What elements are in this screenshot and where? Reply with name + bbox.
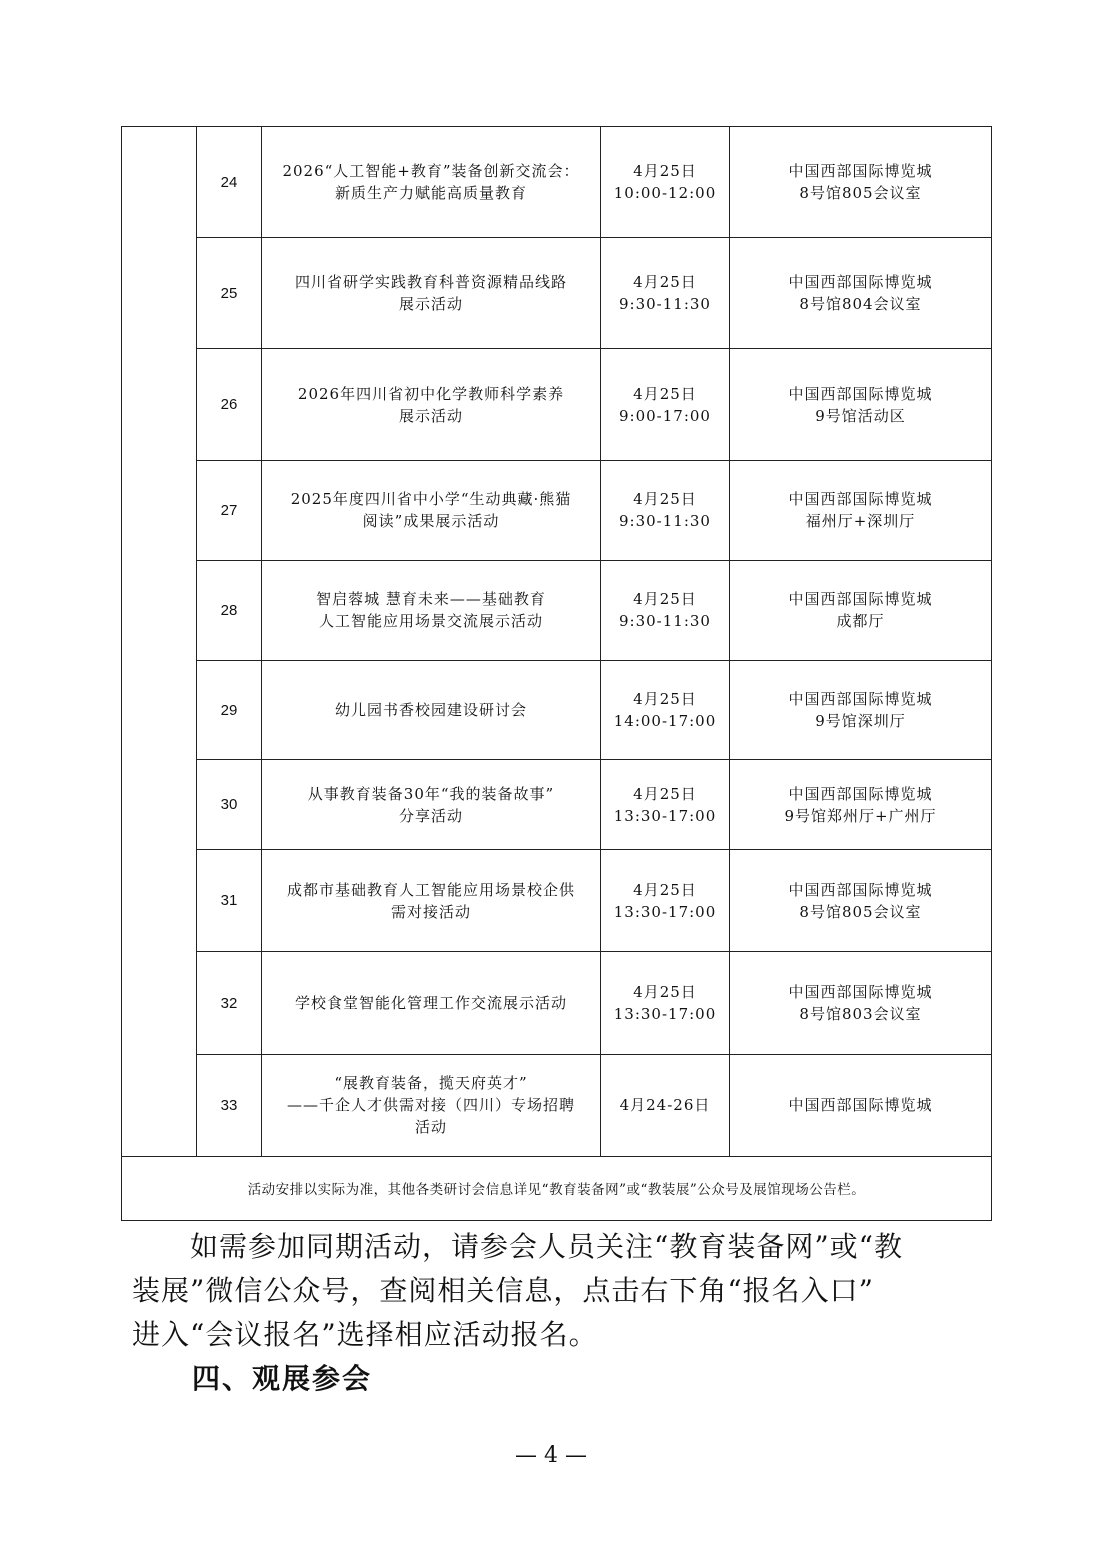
activity-location-line: 福州厅+深圳厅 — [805, 512, 916, 531]
paragraph-line: 进入“会议报名”选择相应活动报名。 — [132, 1318, 598, 1351]
activity-location-line: 中国西部国际博览城 — [788, 162, 933, 181]
row-number: 27 — [197, 460, 262, 560]
registration-paragraph — [132, 1225, 972, 1357]
activity-time-line: 9:30-11:30 — [619, 612, 711, 631]
activity-name-line: 展示活动 — [398, 406, 463, 425]
table-row — [122, 238, 992, 349]
activity-time-line: 9:00-17:00 — [619, 406, 711, 425]
activity-name-line: 幼儿园书香校园建设研讨会 — [334, 701, 527, 720]
activity-name — [262, 560, 601, 660]
activity-time — [601, 660, 730, 759]
activity-location-line: 8号馆805会议室 — [799, 902, 922, 921]
row-number: 32 — [197, 952, 262, 1054]
activity-name-line: 分享活动 — [398, 806, 463, 825]
activity-time — [601, 850, 730, 952]
activity-schedule-table — [121, 126, 992, 1221]
activity-location-line: 8号馆805会议室 — [799, 184, 922, 203]
row-number: 30 — [197, 760, 262, 850]
activity-name-line: 2026“人工智能+教育”装备创新交流会： — [282, 162, 580, 181]
activity-location-line: 成都厅 — [836, 612, 885, 631]
activity-location — [730, 460, 992, 560]
table-note: 活动安排以实际为准，其他各类研讨会信息详见“教育装备网”或“教装展”公众号及展馆现场公告栏。 — [122, 1156, 992, 1220]
activity-time-line: 4月25日 — [633, 880, 697, 899]
activity-time-line: 4月25日 — [633, 590, 697, 609]
schedule-body — [122, 127, 992, 1221]
category-cell — [122, 127, 197, 1157]
row-number: 26 — [197, 349, 262, 460]
activity-name — [262, 1054, 601, 1156]
activity-time-line: 4月25日 — [633, 162, 697, 181]
activity-time — [601, 238, 730, 349]
activity-location — [730, 760, 992, 850]
activity-location — [730, 560, 992, 660]
activity-time-line: 14:00-17:00 — [613, 712, 717, 731]
row-number: 25 — [197, 238, 262, 349]
activity-name — [262, 952, 601, 1054]
activity-name — [262, 349, 601, 460]
activity-location-line: 8号馆803会议室 — [799, 1005, 922, 1024]
activity-time-line: 10:00-12:00 — [613, 184, 717, 203]
activity-location-line: 中国西部国际博览城 — [788, 490, 933, 509]
activity-name-line: 从事教育装备30年“我的装备故事” — [307, 784, 555, 803]
table-row — [122, 460, 992, 560]
activity-location-line: 9号馆郑州厅+广州厅 — [784, 806, 937, 825]
table-row — [122, 952, 992, 1054]
activity-time — [601, 952, 730, 1054]
activity-name-line: 2026年四川省初中化学教师科学素养 — [297, 384, 565, 403]
activity-time-line: 4月25日 — [633, 690, 697, 709]
activity-name-line: 活动 — [414, 1118, 447, 1137]
activity-location — [730, 238, 992, 349]
row-number: 33 — [197, 1054, 262, 1156]
activity-time-line: 13:30-17:00 — [613, 806, 717, 825]
activity-time-line: 13:30-17:00 — [613, 1005, 717, 1024]
activity-time — [601, 460, 730, 560]
activity-name-line: 新质生产力赋能高质量教育 — [334, 184, 527, 203]
activity-location-line: 中国西部国际博览城 — [788, 1096, 933, 1115]
activity-time-line: 9:30-11:30 — [619, 512, 711, 531]
activity-name — [262, 850, 601, 952]
table-row — [122, 127, 992, 238]
page-number: — 4 — — [515, 1443, 587, 1468]
activity-location-line: 中国西部国际博览城 — [788, 880, 933, 899]
table-row — [122, 560, 992, 660]
activity-name — [262, 660, 601, 759]
table-row — [122, 760, 992, 850]
activity-time-line: 9:30-11:30 — [619, 295, 711, 314]
activity-location — [730, 952, 992, 1054]
activity-location — [730, 660, 992, 759]
activity-name-line: 展示活动 — [398, 295, 463, 314]
paragraph-line: 如需参加同期活动，请参会人员关注“教育装备网”或“教 — [132, 1230, 903, 1263]
activity-location-line: 中国西部国际博览城 — [788, 983, 933, 1002]
row-number: 31 — [197, 850, 262, 952]
activity-location — [730, 850, 992, 952]
activity-name-line: 人工智能应用场景交流展示活动 — [318, 612, 543, 631]
activity-time — [601, 349, 730, 460]
activity-name-line: 成都市基础教育人工智能应用场景校企供 — [286, 880, 575, 899]
activity-location-line: 9号馆深圳厅 — [815, 712, 906, 731]
table-row — [122, 1054, 992, 1156]
activity-name-line: 学校食堂智能化管理工作交流展示活动 — [294, 994, 567, 1013]
activity-location-line: 中国西部国际博览城 — [788, 784, 933, 803]
activity-time — [601, 127, 730, 238]
activity-name — [262, 760, 601, 850]
table-row — [122, 349, 992, 460]
activity-time-line: 13:30-17:00 — [613, 902, 717, 921]
activity-location-line: 中国西部国际博览城 — [788, 590, 933, 609]
activity-name-line: 阅读”成果展示活动 — [362, 512, 500, 531]
activity-name — [262, 238, 601, 349]
activity-name-line: 2025年度四川省中小学“生动典藏·熊猫 — [290, 490, 572, 509]
activity-name-line: “展教育装备，揽天府英才” — [334, 1074, 528, 1093]
activity-location-line: 8号馆804会议室 — [799, 295, 922, 314]
activity-location-line: 中国西部国际博览城 — [788, 273, 933, 292]
activity-location — [730, 1054, 992, 1156]
activity-time-line: 4月24-26日 — [619, 1096, 711, 1115]
activity-location-line: 9号馆活动区 — [815, 406, 906, 425]
activity-time — [601, 560, 730, 660]
activity-time-line: 4月25日 — [633, 273, 697, 292]
activity-time-line: 4月25日 — [633, 490, 697, 509]
row-number: 24 — [197, 127, 262, 238]
activity-name-line: 智启蓉城 慧育未来——基础教育 — [316, 590, 546, 609]
paragraph-line: 装展”微信公众号，查阅相关信息，点击右下角“报名入口” — [132, 1274, 874, 1307]
table-row — [122, 660, 992, 759]
activity-name — [262, 460, 601, 560]
table-row — [122, 850, 992, 952]
row-number: 28 — [197, 560, 262, 660]
activity-location-line: 中国西部国际博览城 — [788, 384, 933, 403]
row-number: 29 — [197, 660, 262, 759]
activity-name-line: ——千企人才供需对接（四川）专场招聘 — [286, 1096, 575, 1115]
activity-name-line: 四川省研学实践教育科普资源精品线路 — [294, 273, 567, 292]
activity-location — [730, 349, 992, 460]
activity-time — [601, 760, 730, 850]
section-heading: 四、观展参会 — [192, 1362, 373, 1395]
activity-location — [730, 127, 992, 238]
activity-location-line: 中国西部国际博览城 — [788, 690, 933, 709]
activity-name — [262, 127, 601, 238]
activity-time-line: 4月25日 — [633, 384, 697, 403]
activity-time — [601, 1054, 730, 1156]
table-note-row — [122, 1156, 992, 1220]
activity-time-line: 4月25日 — [633, 983, 697, 1002]
activity-name-line: 需对接活动 — [390, 902, 471, 921]
activity-time-line: 4月25日 — [633, 784, 697, 803]
